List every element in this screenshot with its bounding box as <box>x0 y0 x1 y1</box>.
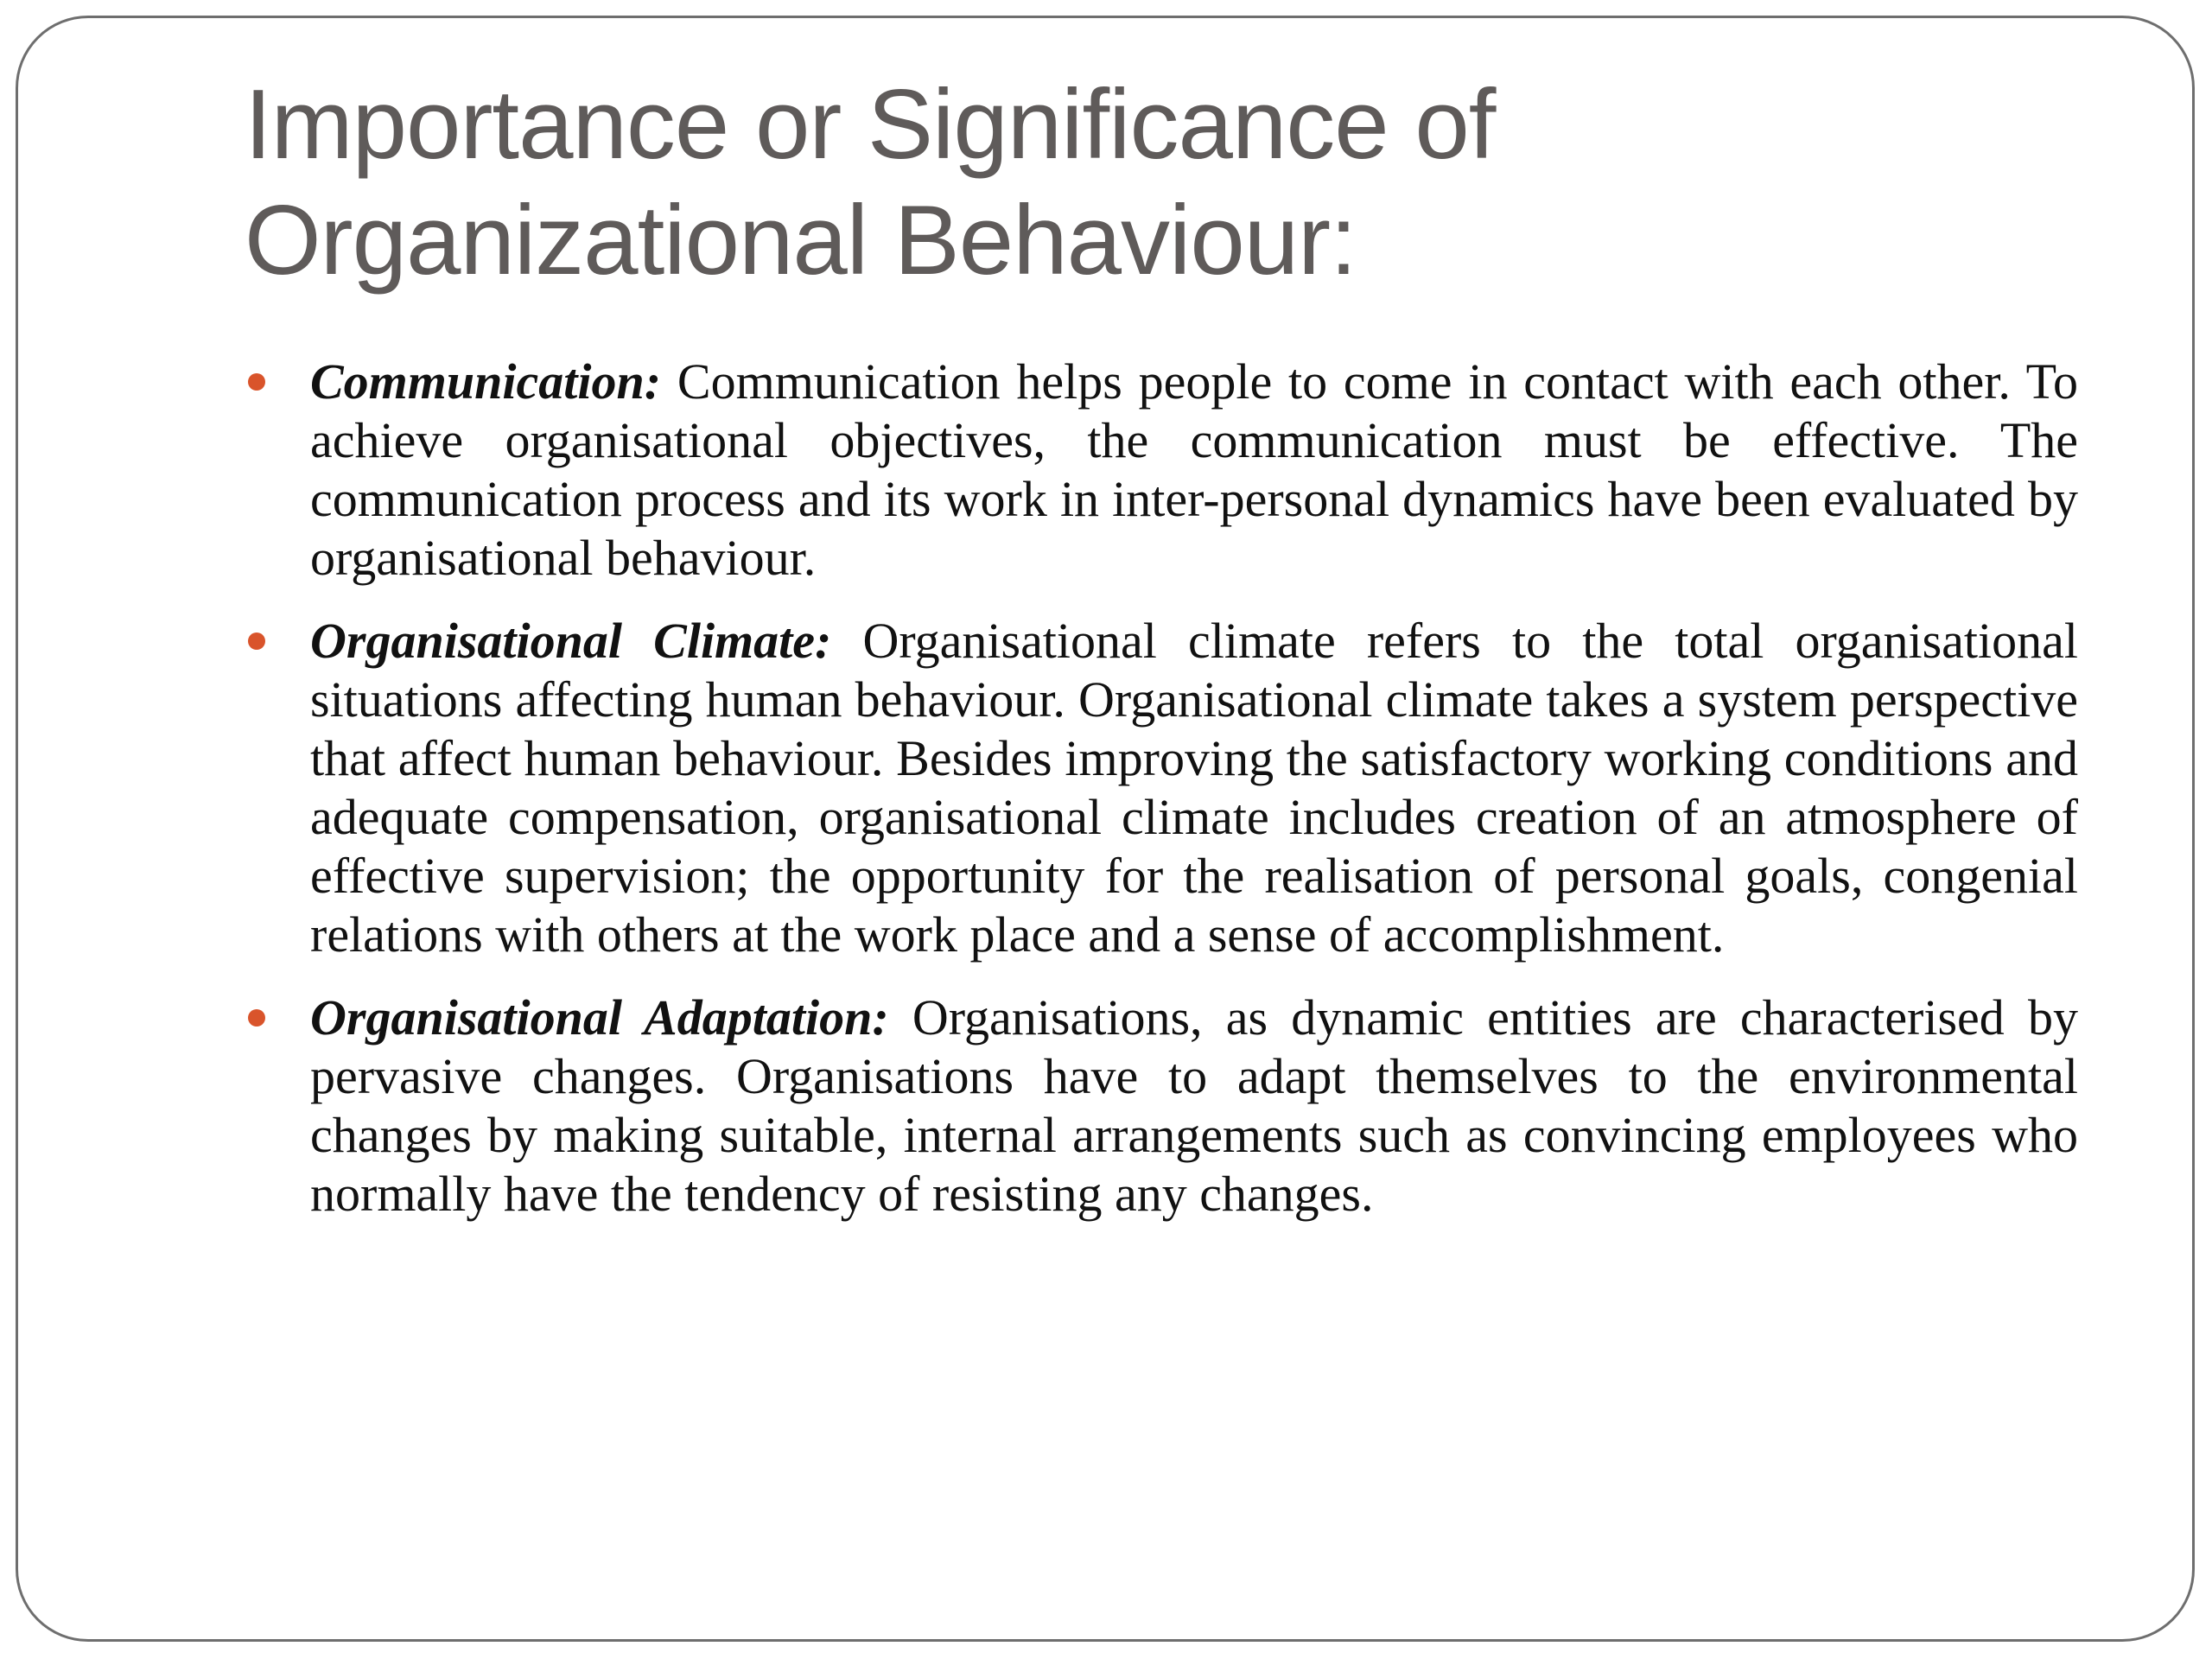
bullet-item-organisational-adaptation <box>245 988 2078 1224</box>
bullet-term: Organisational Adaptation: <box>310 989 889 1046</box>
bullet-dot-icon <box>248 1009 265 1027</box>
bullet-term: Organisational Climate: <box>310 613 832 669</box>
bullet-item-communication <box>245 353 2078 588</box>
bullet-dot-icon <box>248 373 265 391</box>
bullet-text: Organisations, as dynamic entities are characterised by pervasive changes. Organisations have to adapt themselves to the environmental changes by making suitable, internal arrangements such as convincing employees who normally have the tendency of resisting any changes. <box>310 989 2079 1222</box>
slide-title: Importance or Significance of Organizational Behaviour: <box>245 70 1496 296</box>
bullet-text: Communication helps people to come in contact with each other. To achieve organisational objectives, the communication must be effective. The communication process and its work in inter-personal dynamics have been evaluated by organisational behaviour. <box>310 353 2078 586</box>
bullet-text: Organisational climate refers to the total organisational situations affecting human behaviour. Organisational climate takes a system perspective that affect human behaviour. Besides improving the satisfactory working conditions and adequate compensation, organisational climate includes creation of an atmosphere of effective supervision; the opportunity for the realisation of personal goals, congenial relations with others at the work place and a sense of accomplishment. <box>310 613 2078 963</box>
bullet-dot-icon <box>248 632 265 650</box>
bullet-list <box>245 353 2078 1248</box>
bullet-term: Communication: <box>310 353 662 410</box>
bullet-item-organisational-climate <box>245 612 2078 964</box>
